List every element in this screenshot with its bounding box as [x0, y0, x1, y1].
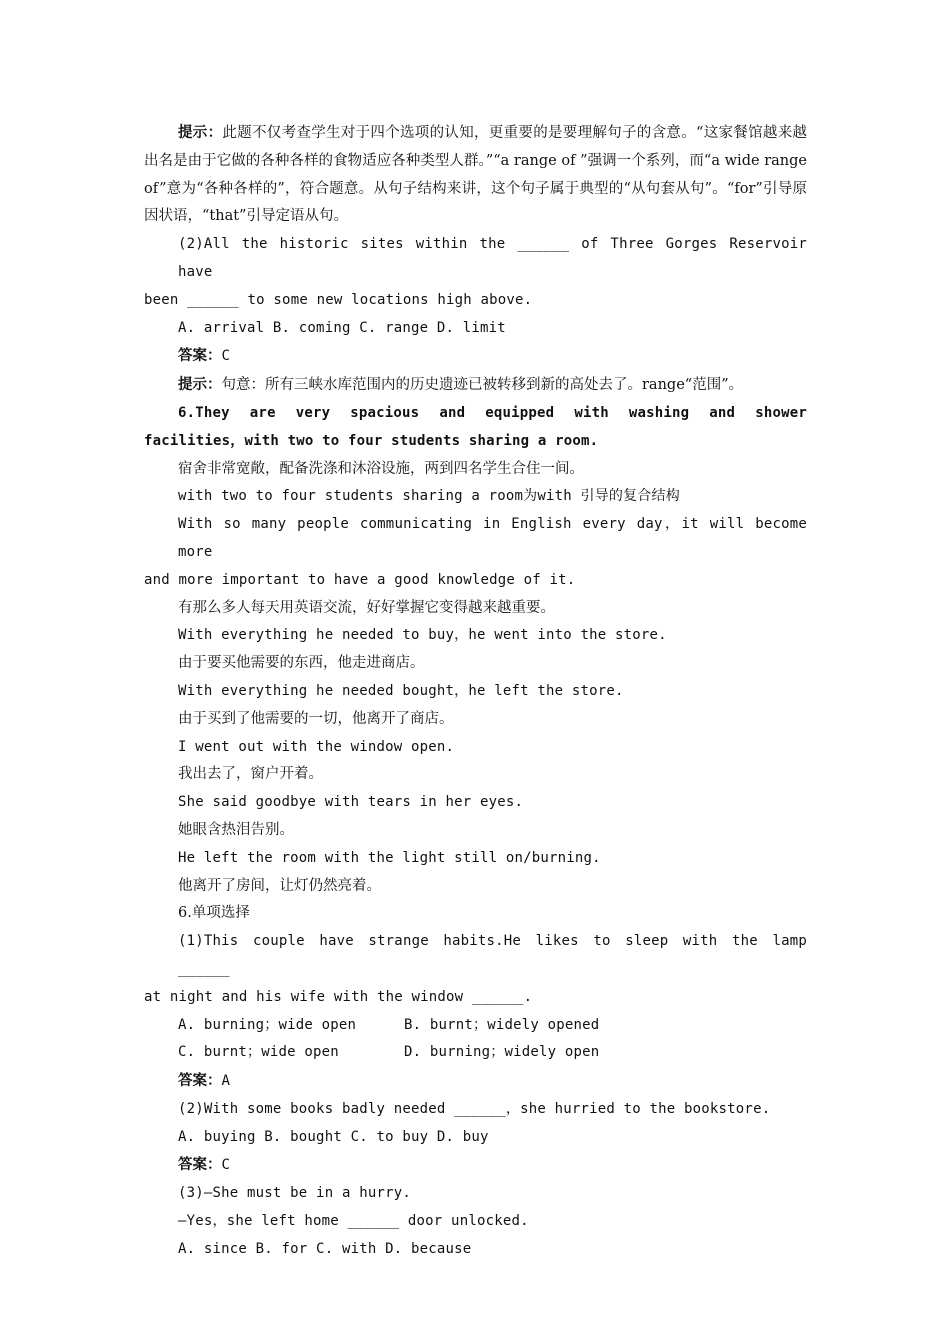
answer-label: 答案：	[178, 347, 222, 365]
example-en: With everything he needed to buy，he went into the store.	[178, 627, 667, 644]
example-en: I went out with the window open.	[178, 738, 455, 755]
example-en-line2: and more important to have a good knowledge of it.	[144, 571, 576, 588]
exercise-q3-stem-line1: (3)—She must be in a hurry.	[178, 1185, 411, 1202]
example-zh: 有那么多人每天用英语交流，好好掌握它变得越来越重要。	[178, 599, 555, 616]
exercise-q1-stem-line1: (1)This couple have strange habits.He likes to sleep with the lamp ______	[178, 933, 807, 977]
answer-label: 答案：	[178, 1072, 222, 1090]
example-en: She said goodbye with tears in her eyes.	[178, 794, 524, 811]
option-b: B. burnt；widely opened	[404, 1016, 600, 1033]
exercise-q1-stem-line2: at night and his wife with the window ______.	[144, 988, 533, 1005]
answer-value: C	[221, 1157, 231, 1174]
example-zh: 由于买到了他需要的一切，他离开了商店。	[178, 710, 454, 727]
exercise-heading: 6.单项选择	[178, 905, 250, 922]
answer-label: 答案：	[178, 1156, 222, 1174]
exercise-q2-options: A. buying B. bought C. to buy D. buy	[178, 1128, 489, 1145]
option-a: A. burning；wide open	[178, 1016, 357, 1033]
exercise-q3-options: A. since B. for C. with D. because	[178, 1240, 472, 1257]
answer-line	[144, 342, 807, 371]
question-stem-line1: (2)All the historic sites within the ______ of Three Gorges Reservoir have	[178, 236, 807, 280]
example-zh: 我出去了，窗户开着。	[178, 766, 323, 783]
example-zh: 她眼含热泪告别。	[178, 821, 294, 838]
example-zh: 由于要买他需要的东西，他走进商店。	[178, 655, 425, 672]
exercise-q1-options-row1	[144, 1012, 807, 1040]
example-zh: 他离开了房间，让灯仍然亮着。	[178, 877, 381, 894]
example-en-line1: With so many people communicating in English every day，it will become more	[178, 516, 807, 560]
tip-text: 此题不仅考查学生对于四个选项的认知，更重要的是要理解句子的含意。“这家餐馆越来越出名是由于它做的各种各样的食物适应各种类型人群。”“a range of ”强调一个系列，而“a wide range of”意为“各种各样的”，符合题意。从句子结构来讲，这个句子属于典型的“从句套从句”。“for”引导原因状语，“that”引导定语从句。	[144, 125, 807, 225]
example-en: He left the room with the light still on/burning.	[178, 849, 601, 866]
point-note: with two to four students sharing a room为with 引导的复合结构	[178, 488, 680, 505]
exercise-q3-stem-line2: —Yes，she left home ______ door unlocked.	[178, 1213, 529, 1230]
exercise-q2-stem: (2)With some books badly needed ______，she hurried to the bookstore.	[178, 1100, 771, 1117]
point-title-line1: 6.They are very spacious and equipped with washing and shower	[178, 404, 807, 421]
exercise-q1-answer	[144, 1067, 807, 1096]
example-en: With everything he needed bought，he left the store.	[178, 682, 624, 699]
tip-label: 提示：	[178, 124, 223, 141]
question-options: A. arrival B. coming C. range D. limit	[178, 319, 506, 336]
tip-paragraph	[144, 119, 807, 231]
tip-text-2: 句意：所有三峡水库范围内的历史遗迹已被转移到新的高处去了。range“范围”。	[221, 377, 744, 394]
point-title-line2: facilities，with two to four students sharing a room.	[144, 432, 599, 449]
answer-value: C	[221, 348, 231, 365]
option-c: C. burnt；wide open	[178, 1044, 339, 1061]
option-d: D. burning；widely open	[404, 1044, 600, 1061]
tip-paragraph-2	[144, 371, 807, 400]
document-page	[144, 119, 807, 1264]
answer-value: A	[221, 1073, 231, 1090]
exercise-q1-options-row2	[144, 1039, 807, 1067]
exercise-q2-answer	[144, 1151, 807, 1180]
point-translation: 宿舍非常宽敞，配备洗涤和沐浴设施，两到四名学生合住一间。	[178, 460, 584, 477]
question-stem-line2: been ______ to some new locations high above.	[144, 291, 533, 308]
tip-label-2: 提示：	[178, 376, 222, 394]
